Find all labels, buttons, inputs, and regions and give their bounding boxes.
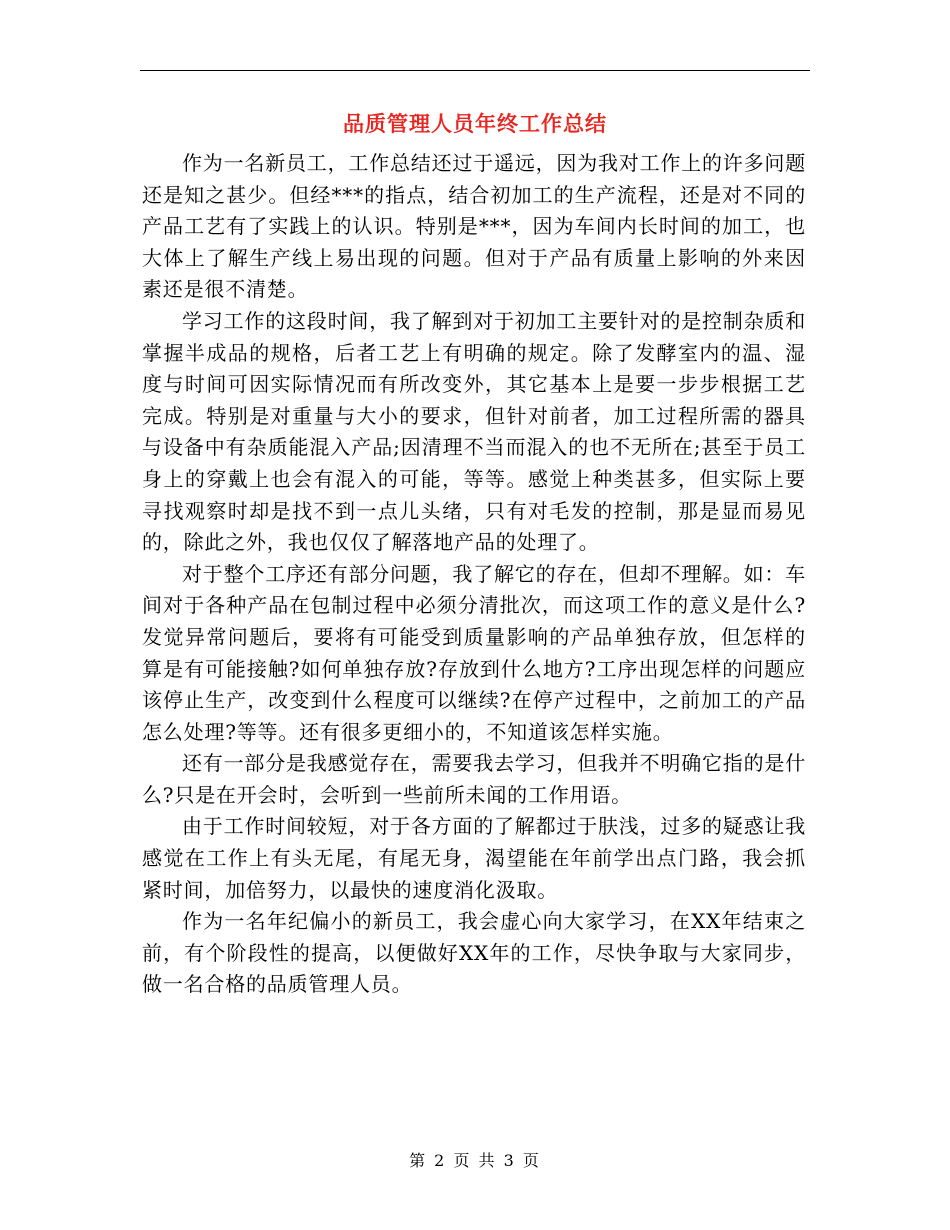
paragraph-reflection: 由于工作时间较短，对于各方面的了解都过于肤浅，过多的疑惑让我感觉在工作上有头无尾，有尾无身，渴望能在年前学出点门路，我会抓紧时间，加倍努力，以最快的速度消化汲取。 — [142, 814, 806, 902]
header-rule — [140, 70, 810, 71]
document-body — [142, 148, 806, 1001]
paragraph-questions: 对于整个工序还有部分问题，我了解它的存在，但却不理解。如：车间对于各种产品在包制过程中必须分清批次，而这项工作的意义是什么?发觉异常问题后，要将有可能受到质量影响的产品单独存放，但怎样的算是有可能接触?如何单独存放?存放到什么地方?工序出现怎样的问题应该停止生产，改变到什么程度可以继续?在停产过程中，之前加工的产品怎么处理?等等。还有很多更细小的，不知道该怎样实施。 — [142, 561, 806, 744]
page-number-footer: 第 2 页 共 3 页 — [409, 1151, 541, 1170]
paragraph-intro: 作为一名新员工，工作总结还过于遥远，因为我对工作上的许多问题还是知之甚少。但经***的指点，结合初加工的生产流程，还是对不同的产品工艺有了实践上的认识。特别是***，因为车间内长时间的加工，也大体上了解生产线上易出现的问题。但对于产品有质量上影响的外来因素还是很不清楚。 — [142, 151, 806, 302]
paragraph-learning: 学习工作的这段时间，我了解到对于初加工主要针对的是控制杂质和掌握半成品的规格，后者工艺上有明确的规定。除了发酵室内的温、湿度与时间可因实际情况而有所改变外，其它基本上是要一步步根据工艺完成。特别是对重量与大小的要求，但针对前者，加工过程所需的器具与设备中有杂质能混入产品;因清理不当而混入的也不无所在;甚至于员工身上的穿戴上也会有混入的可能，等等。感觉上种类甚多，但实际上要寻找观察时却是找不到一点儿头绪，只有对毛发的控制，那是显而易见的，除此之外，我也仅仅了解落地产品的处理了。 — [142, 308, 806, 555]
document-title: 品质管理人员年终工作总结 — [343, 111, 607, 136]
paragraph-conclusion: 作为一名年纪偏小的新员工，我会虚心向大家学习，在XX年结束之前，有个阶段性的提高，以便做好XX年的工作，尽快争取与大家同步，做一名合格的品质管理人员。 — [142, 909, 806, 997]
paragraph-unknowns: 还有一部分是我感觉存在，需要我去学习，但我并不明确它指的是什么?只是在开会时，会听到一些前所未闻的工作用语。 — [142, 751, 806, 807]
